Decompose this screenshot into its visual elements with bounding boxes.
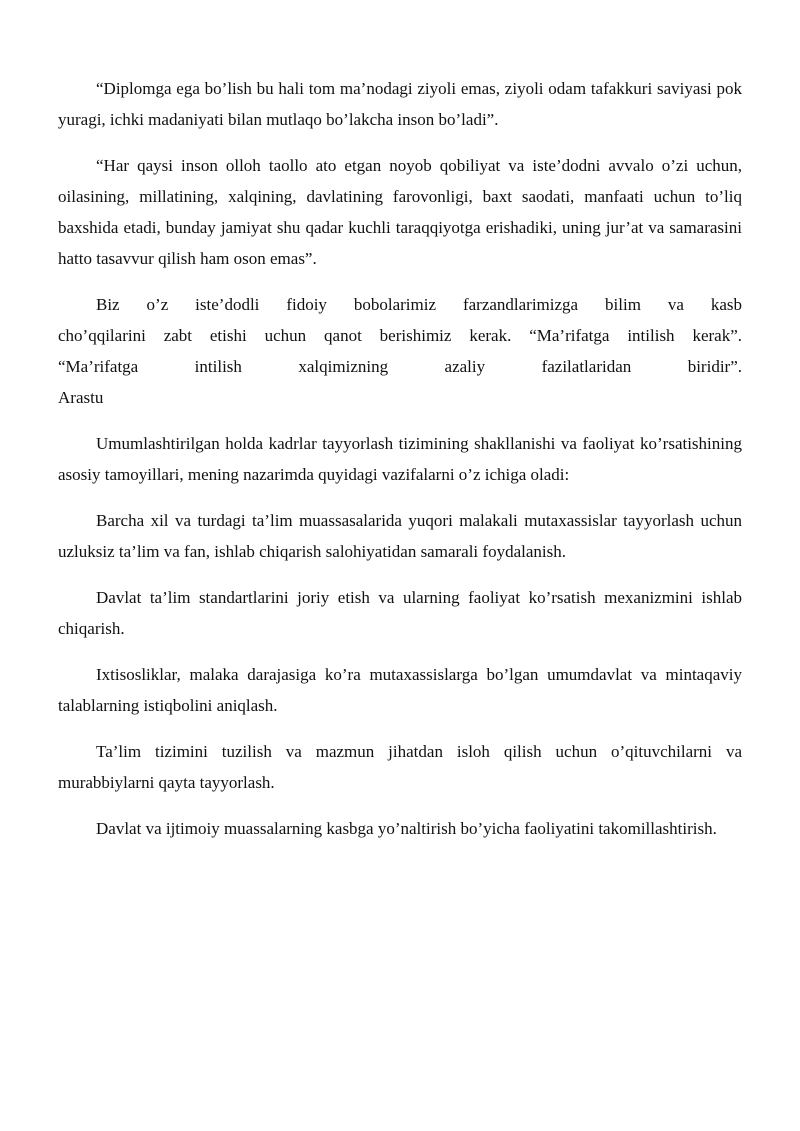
paragraph-teacher-retraining: Ta’lim tizimini tuzilish va mazmun jihatdan isloh qilish uchun o’qituvchilarni va murabbiylarni qayta tayyorlash.	[58, 742, 742, 792]
paragraph-continuous-education: Barcha xil va turdagi ta’lim muassasalarida yuqori malakali mutaxassislar tayyorlash uchun uzluksiz ta’lim va fan, ishlab chiqarish salohiyatidan samarali foydalanish.	[58, 511, 742, 561]
arastu-attribution: Arastu	[58, 388, 104, 407]
arastu-line-2: cho’qqilarini zabt etishi uchun qanot berishimiz kerak. “Ma’rifatga intilish kerak”.	[58, 326, 742, 345]
paragraph-principles-intro: Umumlashtirilgan holda kadrlar tayyorlash tizimining shakllanishi va faoliyat ko’rsatishining asosiy tamoyillari, mening nazarimda quyidagi vazifalarni o’z ichiga oladi:	[58, 434, 742, 484]
paragraph-state-standards: Davlat ta’lim standartlarini joriy etish va ularning faoliyat ko’rsatish mexanizmini ishlab chiqarish.	[58, 588, 742, 638]
arastu-line-3: “Ma’rifatga intilish xalqimizning azaliy fazilatlaridan biridir”.	[58, 357, 742, 376]
paragraph-arastu-quote	[58, 289, 742, 413]
paragraph-talent-quote: “Har qaysi inson olloh taollo ato etgan noyob qobiliyat va iste’dodni avvalo o’zi uchun, oilasining, millatining, xalqining, davlatining farovonligi, baxt saodati, manfaati uchun to’liq baxshida etadi, bunday jamiyat shu qadar kuchli taraqqiyotga erishadiki, uning jur’at va samarasini hatto tasavvur qilish ham oson emas”.	[58, 156, 742, 268]
paragraph-specialization-demand: Ixtisosliklar, malaka darajasiga ko’ra mutaxassislarga bo’lgan umumdavlat va mintaqaviy talablarning istiqbolini aniqlash.	[58, 665, 742, 715]
document-page	[58, 73, 742, 859]
paragraph-diploma-quote: “Diplomga ega bo’lish bu hali tom ma’nodagi ziyoli emas, ziyoli odam tafakkuri saviyasi pok yuragi, ichki madaniyati bilan mutlaqo bo’lakcha inson bo’ladi”.	[58, 79, 742, 129]
arastu-line-1: Biz o’z iste’dodli fidoiy bobolarimiz farzandlarimizga bilim va kasb	[96, 295, 742, 314]
paragraph-career-guidance: Davlat va ijtimoiy muassalarning kasbga yo’naltirish bo’yicha faoliyatini takomillashtirish.	[96, 819, 717, 838]
